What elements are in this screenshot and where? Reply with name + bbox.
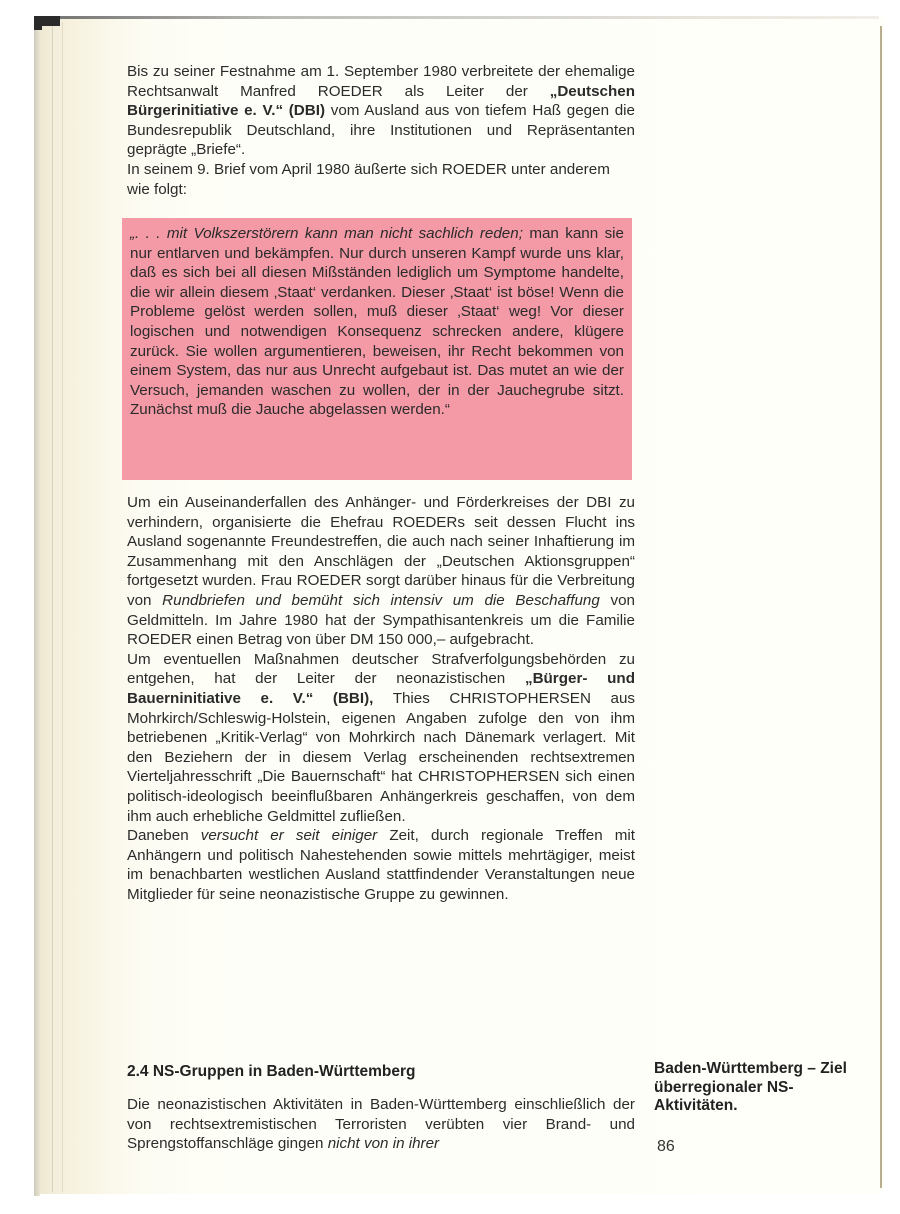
body-text <box>127 493 635 904</box>
page-binding <box>34 16 40 1196</box>
section-heading: 2.4 NS-Gruppen in Baden-Württemberg <box>127 1063 416 1080</box>
paragraph-recruitment <box>127 826 635 904</box>
page-top-edge <box>34 16 879 19</box>
intro-text <box>127 62 635 199</box>
text: von Geldmitteln. Im Jahre 1980 hat der Sympathisantenkreis um die Familie ROEDER einen Betrag von über DM 150 000,– aufgebracht. <box>127 591 635 649</box>
text-italic: Rundbriefen und bemüht sich intensiv um die Beschaffung <box>162 591 600 609</box>
paragraph-dbi-support <box>127 493 635 650</box>
text: Um ein Auseinanderfallen des Anhänger- und Förderkreises der DBI zu verhindern, organisierte die Ehefrau ROEDERs seit dessen Flucht ins Ausland sogenannte Freundestreffen, die auch nach seiner Inhaftierung im Zusammenhang mit den Anschlägen der „Deutschen Aktionsgruppen“ fortgesetzt wurden. Frau ROEDER sorgt darüber hinaus für die Verbreitung von <box>127 494 635 609</box>
binding-fold-line <box>52 22 53 1192</box>
text: Daneben <box>127 827 201 845</box>
text: Bis zu seiner Festnahme am 1. September 1980 verbreitete der ehemalige Rechtsanwalt Manfred ROEDER als Leiter der <box>127 63 635 100</box>
text-italic: versucht er seit einiger <box>200 827 378 845</box>
roeder-quote <box>130 224 624 420</box>
paragraph-quote-intro: In seinem 9. Brief vom April 1980 äußerte sich ROEDER unter anderem wie folgt: <box>127 160 610 198</box>
paragraph-roeder-intro <box>127 62 635 160</box>
quote-lead: „. . . mit Volkszerstörern kann man nicht sachlich reden; <box>130 225 523 242</box>
text: vom Ausland aus von tiefem Haß gegen die Bundesrepublik Deutschland, ihre Institutionen und Repräsentanten geprägte „Briefe“. <box>127 102 635 159</box>
page-number: 86 <box>657 1138 675 1155</box>
margin-note: Baden-Württemberg – Ziel überregionaler NS-Aktivitäten. <box>654 1060 847 1114</box>
paragraph-bbi <box>127 650 635 826</box>
text: Thies CHRISTOPHERSEN aus Mohrkirch/Schleswig-Holstein, eigenen Angaben zufolge den von ihm betriebenen „Kritik-Verlag“ von Mohrkirch nach Dänemark verlagert. Mit den Beziehern der in diesem Verlag erscheinenden rechtsextremen Vierteljahresschrift „Die Bauernschaft“ hat CHRISTOPHERSEN sich einen politisch-ideologisch beeinflußbaren Anhängerkreis geschaffen, von dem ihm auch erhebliche Geldmittel zufließen. <box>127 689 635 825</box>
text-italic: nicht von in ihrer <box>327 1135 440 1153</box>
binding-fold-line <box>62 22 63 1192</box>
organization-name: „Bürger- und Bauerninitiative e. V.“ (BBI), <box>127 670 635 707</box>
text: Zeit, durch regionale Treffen mit Anhängern und politisch Nahestehenden sowie mittels mehrtägiger, meist im benachbarten westlichen Ausland stattfindender Veranstaltungen neue Mitglieder für seine neonazistische Gruppe zu gewinnen. <box>127 827 636 903</box>
corner-mark <box>34 16 42 30</box>
text: Um eventuellen Maßnahmen deutscher Strafverfolgungsbehörden zu entgehen, hat der Leiter der neonazistischen <box>127 650 635 688</box>
organization-name: „Deutschen Bürgerinitiative e. V.“ (DBI) <box>127 82 635 120</box>
section-paragraph <box>127 1095 635 1154</box>
text: Die neonazistischen Aktivitäten in Baden-Württemberg einschließlich der von rechtsextremistischen Terroristen verübten vier Brand- und Sprengstoffanschläge gingen <box>127 1096 635 1153</box>
page-right-edge <box>880 26 882 1188</box>
quote-body: man kann sie nur entlarven und bekämpfen. Nur durch unseren Kampf wurde uns klar, daß es sich bei all diesen Mißständen lediglich um Symptome handelte, die wir allein diesem ‚Staat‘ verdanken. Dieser ‚Staat‘ ist böse! Wenn die Probleme gelöst werden sollen, muß dieser ‚Staat‘ weg! Vor dieser logischen und notwendigen Konsequenz schrecken andere, klügere zurück. Sie wollen argumentieren, beweisen, ihr Recht bekommen von einem System, das nur aus Unrecht aufgebaut ist. Das mutet an wie der Versuch, jemanden waschen zu wollen, der in der Jauchegrube sitzt. Zunächst muß die Jauche abgelassen werden.“ <box>130 225 624 419</box>
